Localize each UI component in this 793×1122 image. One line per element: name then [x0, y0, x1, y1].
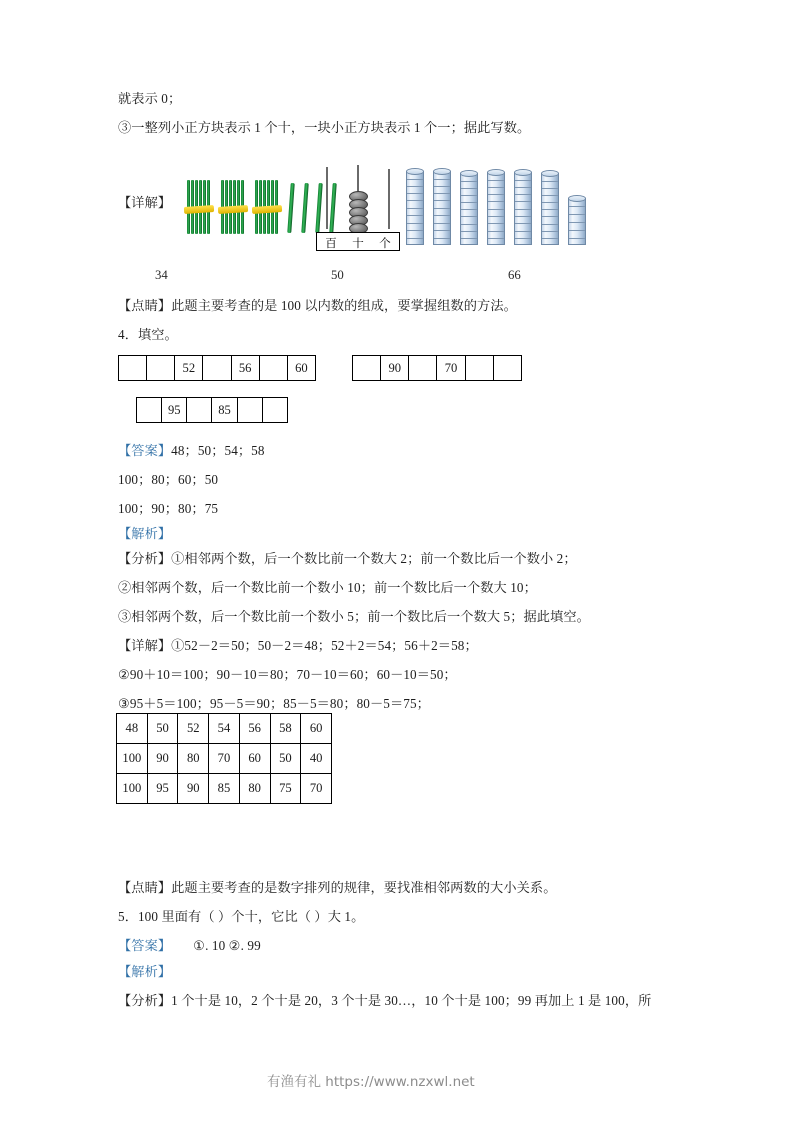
answer-table — [116, 713, 332, 804]
cell[interactable] — [259, 356, 287, 381]
cell[interactable]: 85 — [212, 398, 237, 423]
analysis-line-3: ③相邻两个数，后一个数比前一个数小 5；前一个数比后一个数大 5；据此填空。 — [118, 609, 590, 624]
cube-column-full — [406, 171, 424, 245]
cell: 70 — [301, 774, 332, 804]
cell: 90 — [178, 774, 209, 804]
detail-line-1: 【详解】①52－2＝50；50－2＝48；52＋2＝54；56＋2＝58； — [118, 638, 478, 653]
illustration-label-66: 66 — [508, 268, 521, 282]
table-row — [117, 744, 332, 774]
number-representation-illustration — [118, 165, 588, 280]
cell: 75 — [270, 774, 301, 804]
text-line-item-3: ③一整列小正方块表示 1 个十，一块小正方块表示 1 个一；据此写数。 — [118, 120, 531, 135]
detail-tag-illustration: 【详解】 — [118, 195, 172, 210]
cell[interactable] — [203, 356, 231, 381]
cube-column-full — [460, 173, 478, 245]
cell[interactable] — [262, 398, 287, 423]
cell: 40 — [301, 744, 332, 774]
table-row — [119, 356, 316, 381]
table-row — [117, 774, 332, 804]
tip-line-1: 【点睛】此题主要考查的是 100 以内数的组成，要掌握组数的方法。 — [118, 298, 517, 313]
cell: 48 — [117, 714, 148, 744]
question-table-b — [352, 355, 522, 381]
cell[interactable]: 90 — [381, 356, 409, 381]
cell[interactable] — [353, 356, 381, 381]
abacus-unit-ones: 个 — [379, 238, 391, 250]
cell: 85 — [209, 774, 240, 804]
detail-line-3: ③95＋5＝100；95－5＝90；85－5＝80；80－5＝75； — [118, 696, 430, 711]
analysis-line-2: ②相邻两个数，后一个数比前一个数小 10；前一个数比后一个数大 10； — [118, 580, 537, 595]
single-stick — [301, 183, 308, 233]
cell: 60 — [301, 714, 332, 744]
cell[interactable]: 56 — [231, 356, 259, 381]
cell[interactable] — [237, 398, 262, 423]
text-line-continuation: 就表示 0； — [118, 91, 182, 106]
cell: 60 — [239, 744, 270, 774]
cube-column-full — [487, 172, 505, 245]
illustration-label-34: 34 — [155, 268, 168, 282]
cube-column-full — [514, 172, 532, 245]
abacus-unit-hundreds: 百 — [325, 238, 337, 250]
parse-tag: 【解析】 — [118, 526, 172, 541]
question-table-c — [136, 397, 288, 423]
answer-tag: 【答案】 — [118, 938, 172, 953]
cell[interactable] — [119, 356, 147, 381]
abacus — [316, 165, 406, 255]
cube-column-partial — [568, 198, 586, 245]
answer-value-3: 100；90；80；75 — [118, 501, 219, 516]
single-stick — [287, 183, 294, 233]
answer-value-1: 48；50；54；58 — [171, 443, 265, 458]
cell: 100 — [117, 744, 148, 774]
cell: 80 — [239, 774, 270, 804]
answer-block-5 — [118, 936, 261, 956]
cell: 52 — [178, 714, 209, 744]
question-4-stem: 4．填空。 — [118, 327, 178, 342]
answer-block-4 — [118, 441, 265, 461]
table-row — [117, 714, 332, 744]
abacus-unit-tens: 十 — [352, 238, 364, 250]
cell[interactable] — [147, 356, 175, 381]
cube-column-full — [433, 171, 451, 245]
question-5-stem: 5．100 里面有（ ）个十，它比（ ）大 1。 — [118, 909, 365, 924]
cell[interactable] — [493, 356, 521, 381]
table-row — [137, 398, 288, 423]
cell: 95 — [147, 774, 178, 804]
cell[interactable] — [409, 356, 437, 381]
cell: 50 — [270, 744, 301, 774]
tip-line-2: 【点睛】此题主要考查的是数字排列的规律，要找准相邻两数的大小关系。 — [118, 880, 557, 895]
abacus-rod-ones — [388, 169, 390, 229]
cell[interactable] — [187, 398, 212, 423]
answer-value-2: 100；80；60；50 — [118, 472, 219, 487]
cell: 90 — [147, 744, 178, 774]
cell: 54 — [209, 714, 240, 744]
stick-bundle — [220, 180, 246, 234]
cell[interactable] — [137, 398, 162, 423]
cell: 80 — [178, 744, 209, 774]
cell[interactable]: 70 — [437, 356, 465, 381]
cell: 100 — [117, 774, 148, 804]
cell: 70 — [209, 744, 240, 774]
analysis-line-5: 【分析】1 个十是 10，2 个十是 20，3 个十是 30…，10 个十是 100；99 再加上 1 是 100，所 — [118, 993, 652, 1008]
answer-tag: 【答案】 — [118, 443, 172, 458]
cell: 50 — [147, 714, 178, 744]
parse-tag-5: 【解析】 — [118, 964, 172, 979]
footer-watermark: 有渔有礼 https://www.nzxwl.net — [267, 1074, 475, 1090]
table-row — [353, 356, 522, 381]
answer-value-5: ①. 10 ②. 99 — [193, 938, 261, 953]
cube-column-full — [541, 173, 559, 245]
detail-line-2: ②90＋10＝100；90－10＝80；70－10＝60；60－10＝50； — [118, 667, 457, 682]
illustration-label-50: 50 — [331, 268, 344, 282]
abacus-rod-hundreds — [326, 167, 328, 229]
cell: 56 — [239, 714, 270, 744]
cell[interactable]: 60 — [287, 356, 315, 381]
stick-bundle — [254, 180, 280, 234]
cell: 58 — [270, 714, 301, 744]
cell[interactable]: 95 — [162, 398, 187, 423]
stick-bundle — [186, 180, 212, 234]
cube-columns-group — [406, 167, 586, 252]
analysis-line-1: 【分析】①相邻两个数，后一个数比前一个数大 2；前一个数比后一个数小 2； — [118, 551, 577, 566]
cell[interactable]: 52 — [175, 356, 203, 381]
question-table-a — [118, 355, 316, 381]
stick-bundles-group — [186, 177, 306, 237]
cell[interactable] — [465, 356, 493, 381]
